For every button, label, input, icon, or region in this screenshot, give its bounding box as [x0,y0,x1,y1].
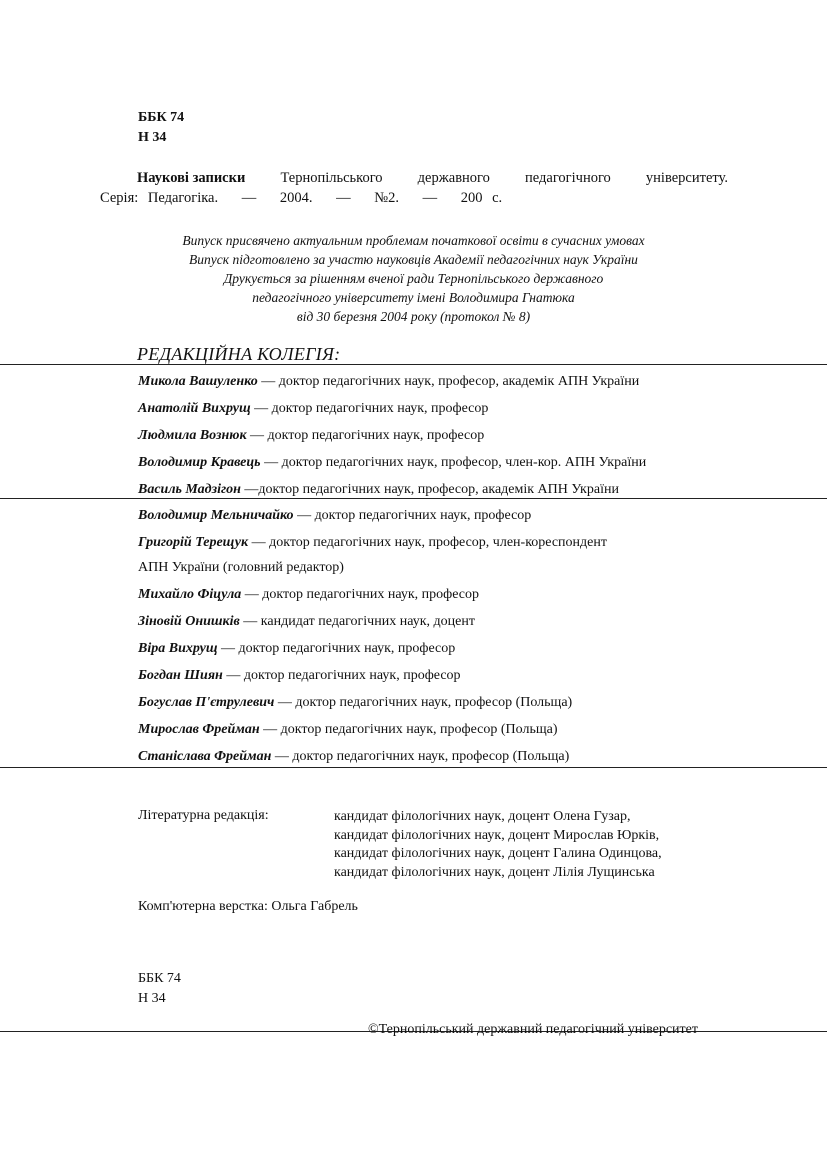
literary-editor: кандидат філологічних наук, доцент Лілія Лущинська [334,864,655,880]
member-role: — доктор педагогічних наук, професор, академік АПН України [257,374,640,389]
title-word: університету. [645,170,728,186]
member-role: — доктор педагогічних наук, професор [217,641,456,656]
intro-line: Друкується за рішенням вченої ради Тернопільського державного [223,271,604,286]
member-name: Людмила Вознюк [138,428,247,443]
member-role: — доктор педагогічних наук, професор (Польща) [274,695,573,710]
title-word: Наукові записки [137,170,246,186]
board-member [138,374,639,390]
member-name: Григорій Терещук [138,535,249,550]
copyright-notice: ©Тернопільський державний педагогічний університет [368,1022,698,1037]
board-member [138,695,572,711]
board-member [138,455,646,471]
series-label: Серія: Педагогіка. [100,190,219,206]
literary-editor: кандидат філологічних наук, доцент Мирослав Юрків, [334,827,660,843]
member-name: Богуслав П'єтрулевич [138,695,275,710]
member-name: Микола Вашуленко [138,374,258,389]
member-role: — доктор педагогічних наук, професор, член-кор. АПН України [260,455,647,470]
divider-line [0,498,827,499]
board-member [138,587,479,603]
dash: — [336,190,351,206]
editor-name: Галина Одинцова [553,846,659,861]
bbk-block-bottom [138,969,181,1009]
dash: — [241,190,257,206]
issue-intro [0,231,827,326]
bbk-index: Н 34 [138,130,167,145]
member-name: Богдан Шиян [138,668,223,683]
bbk-code: ББК 74 [138,971,181,986]
board-member [138,749,569,765]
board-member [138,641,455,657]
member-role: — доктор педагогічних наук, професор [293,508,532,523]
member-role: —доктор педагогічних наук, професор, академік АПН України [240,482,619,497]
board-member [138,401,488,417]
member-role: — кандидат педагогічних наук, доцент [239,614,475,629]
member-name: Михайло Фіцула [138,587,242,602]
member-name: Віра Вихрущ [138,641,218,656]
literary-editor: кандидат філологічних наук, доцент Галина Одинцова, [334,846,662,861]
member-name: Володимир Кравець [138,455,261,470]
member-name: Володимир Мельничайко [138,508,294,523]
title-word: державного [417,170,490,186]
board-member [138,535,607,551]
page-count: 200 с. [460,190,503,206]
board-member [138,722,558,738]
title-word: педагогічного [525,170,611,186]
editor-name: Лілія Лущинська [553,864,655,880]
board-member-continuation [138,560,344,576]
bbk-index: Н 34 [138,991,166,1006]
layout-credit: Комп'ютерна верстка: Ольга Габрель [138,899,358,914]
board-member [138,508,531,524]
member-role: — доктор педагогічних наук, професор [246,428,485,443]
editor-name: Олена Гузар [553,809,627,824]
member-role: АПН України (головний редактор) [138,560,344,575]
literary-editing-label: Літературна редакція: [138,808,269,823]
publication-series-line [100,190,516,207]
board-member [138,614,475,630]
intro-line: Випуск присвячено актуальним проблемам початкової освіти в сучасних умовах [182,233,645,248]
publication-title-line-1 [137,170,728,187]
member-role: — доктор педагогічних наук, професор [241,587,480,602]
member-name: Мирослав Фрейман [138,722,260,737]
year: 2004. [279,190,313,206]
bbk-code: ББК 74 [138,110,185,125]
board-member [138,482,619,498]
member-role: — доктор педагогічних наук, професор, член-кореспондент [248,535,607,550]
member-role: — доктор педагогічних наук, професор [250,401,489,416]
member-role: — доктор педагогічних наук, професор [222,668,461,683]
editor-name: Мирослав Юрків [553,827,656,843]
member-name: Василь Мадзігон [138,482,241,497]
editorial-board-heading: РЕДАКЦІЙНА КОЛЕГІЯ: [137,344,341,364]
intro-line: педагогічного університету імені Володимира Гнатюка [252,290,575,305]
intro-line: від 30 березня 2004 року (протокол № 8) [296,309,531,324]
member-name: Анатолій Вихрущ [138,401,251,416]
board-member [138,428,484,444]
divider-line [0,767,827,768]
bbk-block-top [138,108,184,148]
divider-line [0,364,827,365]
literary-editors-list [334,808,662,882]
literary-editor: кандидат філологічних наук, доцент Олена Гузар, [334,809,631,824]
title-word: Тернопільського [280,170,383,186]
member-role: — доктор педагогічних наук, професор (Польща) [259,722,558,737]
intro-line: Випуск підготовлено за участю науковців Академії педагогічних наук України [189,252,638,267]
member-name: Зіновій Онишків [138,614,240,629]
issue-number: №2. [374,190,399,206]
dash: — [422,190,438,206]
member-name: Станіслава Фрейман [138,749,272,764]
board-member [138,668,461,684]
member-role: — доктор педагогічних наук, професор (Польща) [271,749,570,764]
